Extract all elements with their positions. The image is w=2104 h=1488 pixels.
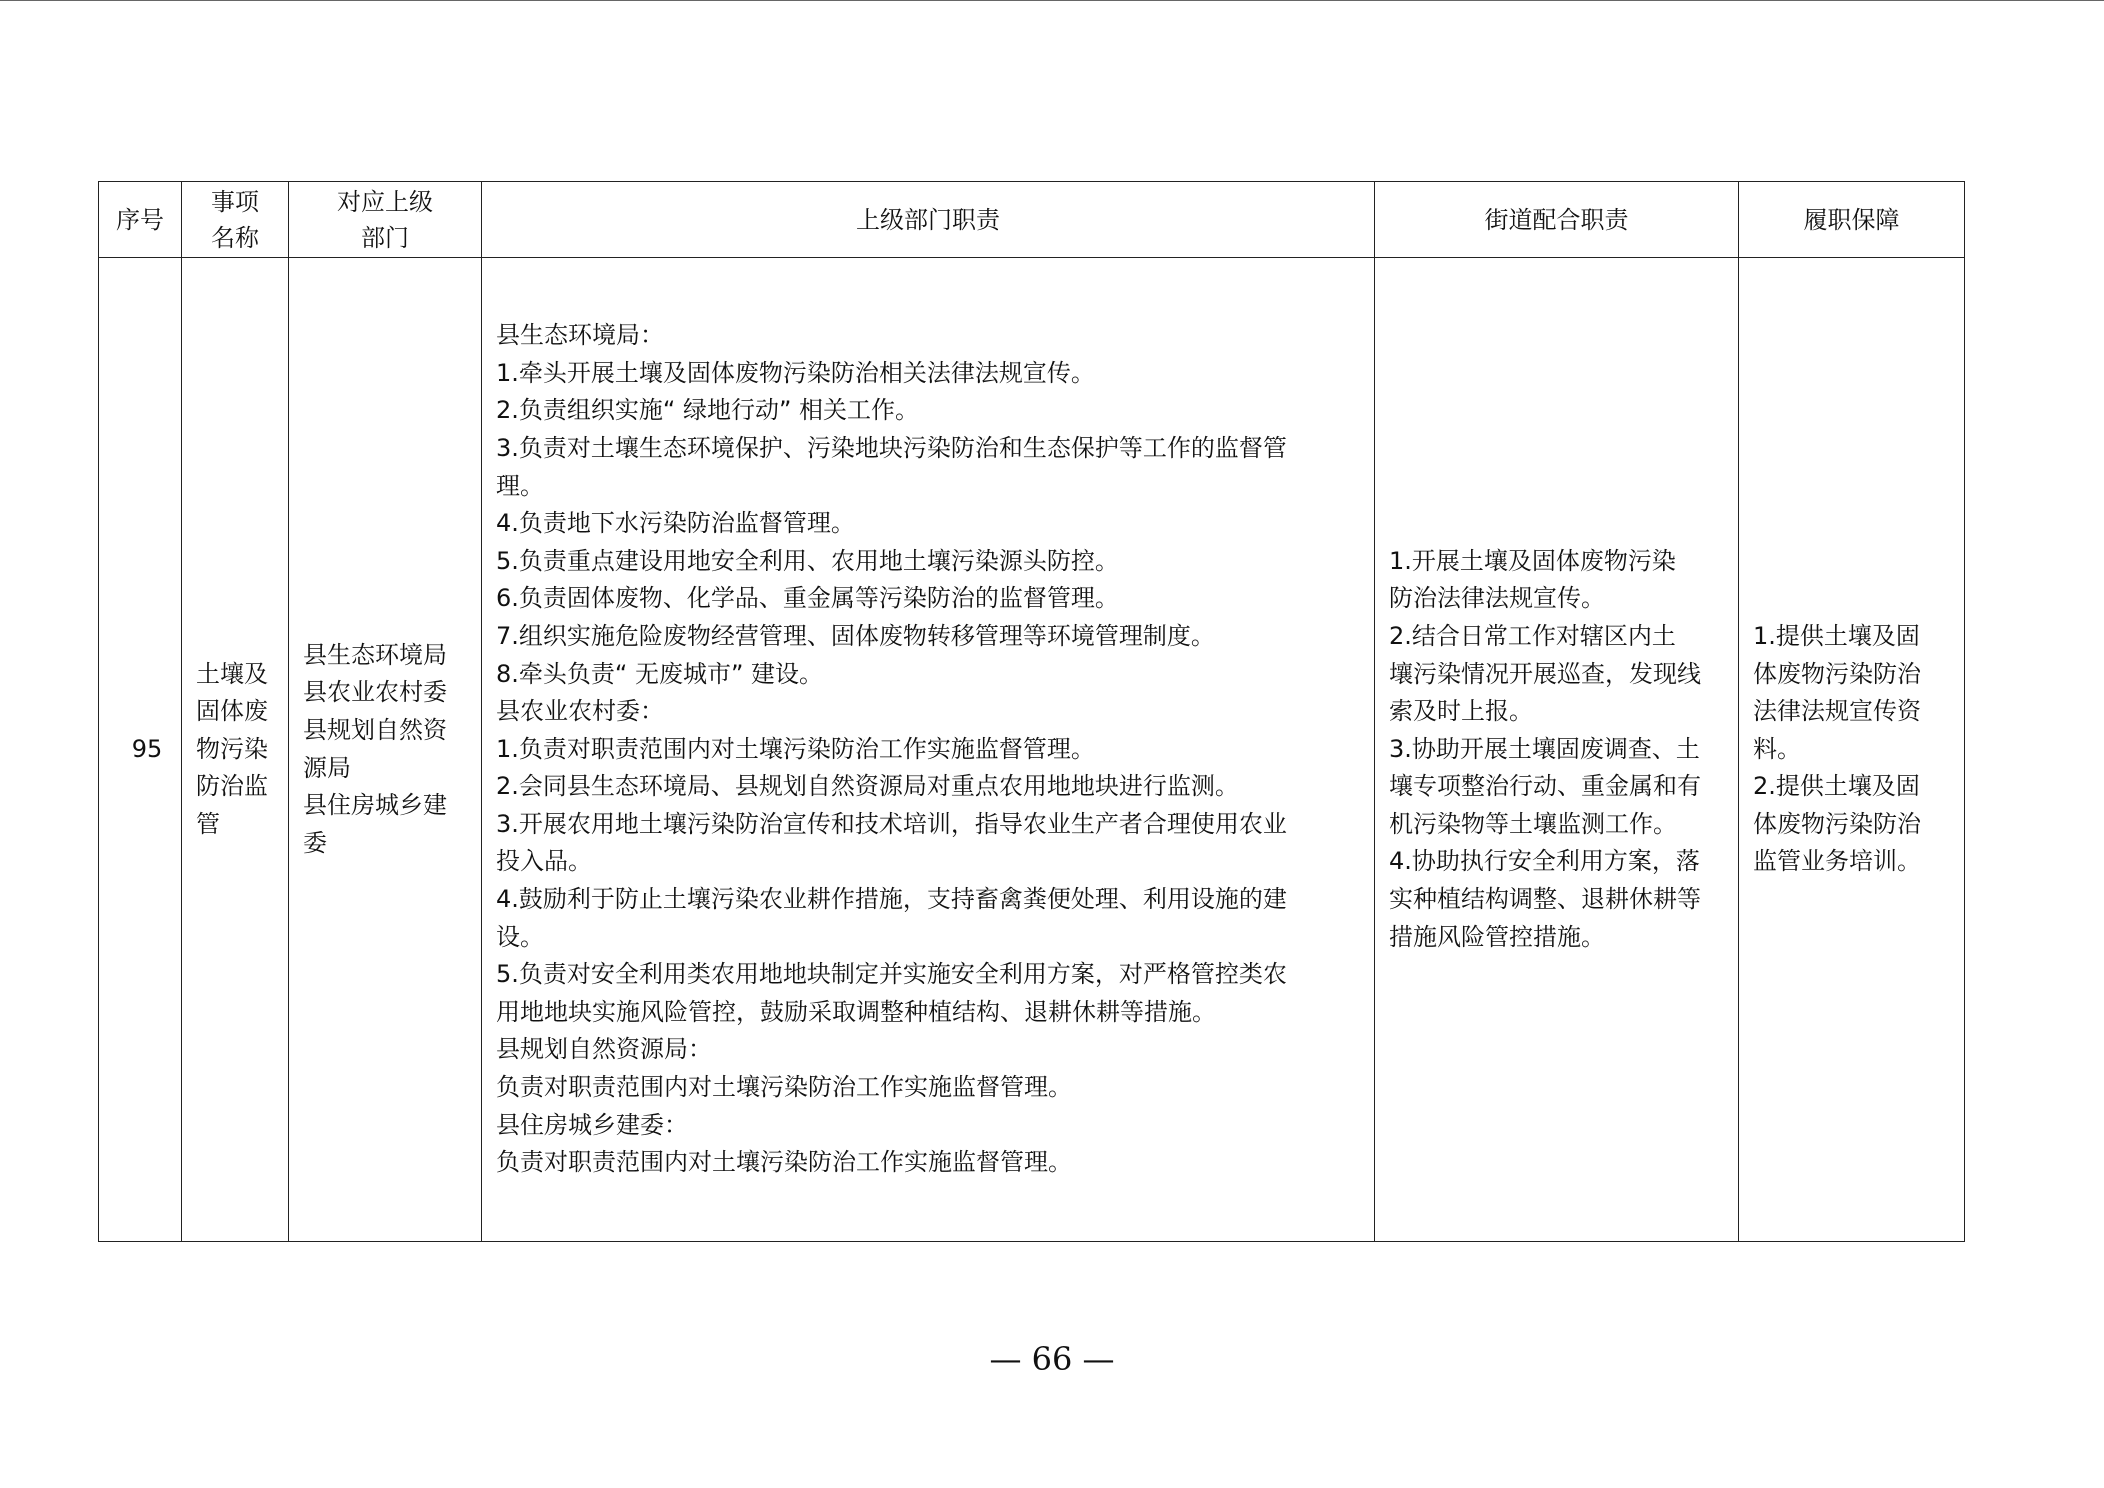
cell-item-name <box>182 258 289 1242</box>
cell-upper-duties <box>482 258 1375 1242</box>
dept-line: 县规划自然资 <box>303 715 447 744</box>
dept-line: 源局 <box>303 753 351 782</box>
cell-guarantee <box>1739 258 1965 1242</box>
street-duty-line: 2.结合日常工作对辖区内土 <box>1389 621 1676 650</box>
header-street-duties: 街道配合职责 <box>1375 182 1739 258</box>
street-duty-line: 索及时上报。 <box>1389 697 1533 726</box>
upper-duty-line: 6.负责固体废物、化学品、重金属等污染防治的监督管理。 <box>496 584 1119 613</box>
guarantee-line: 体废物污染防治 <box>1753 809 1921 838</box>
upper-duty-line: 2.负责组织实施“ 绿地行动” 相关工作。 <box>496 396 920 425</box>
upper-duty-line: 理。 <box>496 471 544 500</box>
upper-duty-line: 用地地块实施风险管控，鼓励采取调整种植结构、退耕休耕等措施。 <box>496 997 1216 1026</box>
header-item-name-line-1: 事项 <box>211 187 259 216</box>
dept-line: 县生态环境局 <box>303 640 447 669</box>
guarantee-line: 料。 <box>1753 734 1801 763</box>
upper-duty-line: 3.开展农用地土壤污染防治宣传和技术培训，指导农业生产者合理使用农业 <box>496 809 1287 838</box>
street-duty-line: 防治法律法规宣传。 <box>1389 584 1605 613</box>
guarantee-line: 2.提供土壤及固 <box>1753 772 1920 801</box>
upper-duty-line: 3.负责对土壤生态环境保护、污染地块污染防治和生态保护等工作的监督管 <box>496 433 1287 462</box>
dept-line: 县农业农村委 <box>303 678 447 707</box>
dept-line: 县住房城乡建 <box>303 791 447 820</box>
name-line: 管 <box>196 809 220 838</box>
upper-duty-line: 2.会同县生态环境局、县规划自然资源局对重点农用地地块进行监测。 <box>496 772 1239 801</box>
cell-no: 95 <box>99 258 182 1242</box>
upper-duty-line: 县规划自然资源局： <box>496 1035 712 1064</box>
header-upper-dept <box>289 182 482 258</box>
street-duty-line: 3.协助开展土壤固废调查、土 <box>1389 734 1700 763</box>
street-duty-line: 措施风险管控措施。 <box>1389 922 1605 951</box>
upper-duty-line: 4.负责地下水污染防治监督管理。 <box>496 509 855 538</box>
upper-duty-line: 县农业农村委： <box>496 697 664 726</box>
upper-duty-line: 5.负责对安全利用类农用地地块制定并实施安全利用方案，对严格管控类农 <box>496 960 1287 989</box>
upper-duty-line: 县住房城乡建委： <box>496 1110 688 1139</box>
header-upper-dept-line-1: 对应上级 <box>337 187 433 216</box>
header-upper-dept-line-2: 部门 <box>361 223 409 252</box>
header-item-name-line-2: 名称 <box>211 223 259 252</box>
duty-table <box>98 181 1965 1242</box>
upper-duty-line: 负责对职责范围内对土壤污染防治工作实施监督管理。 <box>496 1148 1072 1177</box>
upper-duty-line: 县生态环境局： <box>496 321 664 350</box>
street-duty-line: 壤污染情况开展巡查，发现线 <box>1389 659 1701 688</box>
table-row <box>99 258 1965 1242</box>
street-duty-line: 机污染物等土壤监测工作。 <box>1389 809 1677 838</box>
name-line: 土壤及 <box>196 659 268 688</box>
upper-duty-line: 4.鼓励利于防止土壤污染农业耕作措施，支持畜禽粪便处理、利用设施的建 <box>496 885 1287 914</box>
dept-line: 委 <box>303 828 327 857</box>
upper-duty-line: 设。 <box>496 922 544 951</box>
guarantee-line: 监管业务培训。 <box>1753 847 1921 876</box>
upper-duty-line: 5.负责重点建设用地安全利用、农用地土壤污染源头防控。 <box>496 546 1119 575</box>
street-duty-line: 4.协助执行安全利用方案，落 <box>1389 847 1700 876</box>
top-border-line <box>0 0 2104 1</box>
guarantee-line: 1.提供土壤及固 <box>1753 621 1920 650</box>
upper-duty-line: 负责对职责范围内对土壤污染防治工作实施监督管理。 <box>496 1073 1072 1102</box>
cell-upper-dept <box>289 258 482 1242</box>
guarantee-line: 体废物污染防治 <box>1753 659 1921 688</box>
street-duty-line: 壤专项整治行动、重金属和有 <box>1389 772 1701 801</box>
header-upper-duties: 上级部门职责 <box>482 182 1375 258</box>
upper-duty-line: 1.牵头开展土壤及固体废物污染防治相关法律法规宣传。 <box>496 358 1095 387</box>
upper-duty-line: 8.牵头负责“ 无废城市” 建设。 <box>496 659 824 688</box>
street-duty-line: 1.开展土壤及固体废物污染 <box>1389 546 1676 575</box>
guarantee-line: 法律法规宣传资 <box>1753 697 1921 726</box>
header-item-name <box>182 182 289 258</box>
header-guarantee: 履职保障 <box>1739 182 1965 258</box>
name-line: 物污染 <box>196 734 268 763</box>
upper-duty-line: 7.组织实施危险废物经营管理、固体废物转移管理等环境管理制度。 <box>496 621 1215 650</box>
header-row <box>99 182 1965 258</box>
name-line: 固体废 <box>196 697 268 726</box>
name-line: 防治监 <box>196 772 268 801</box>
page-number: — 66 — <box>989 1340 1115 1378</box>
street-duty-line: 实种植结构调整、退耕休耕等 <box>1389 885 1701 914</box>
header-no: 序号 <box>99 182 182 258</box>
upper-duty-line: 投入品。 <box>496 847 592 876</box>
upper-duty-line: 1.负责对职责范围内对土壤污染防治工作实施监督管理。 <box>496 734 1095 763</box>
cell-street-duties <box>1375 258 1739 1242</box>
